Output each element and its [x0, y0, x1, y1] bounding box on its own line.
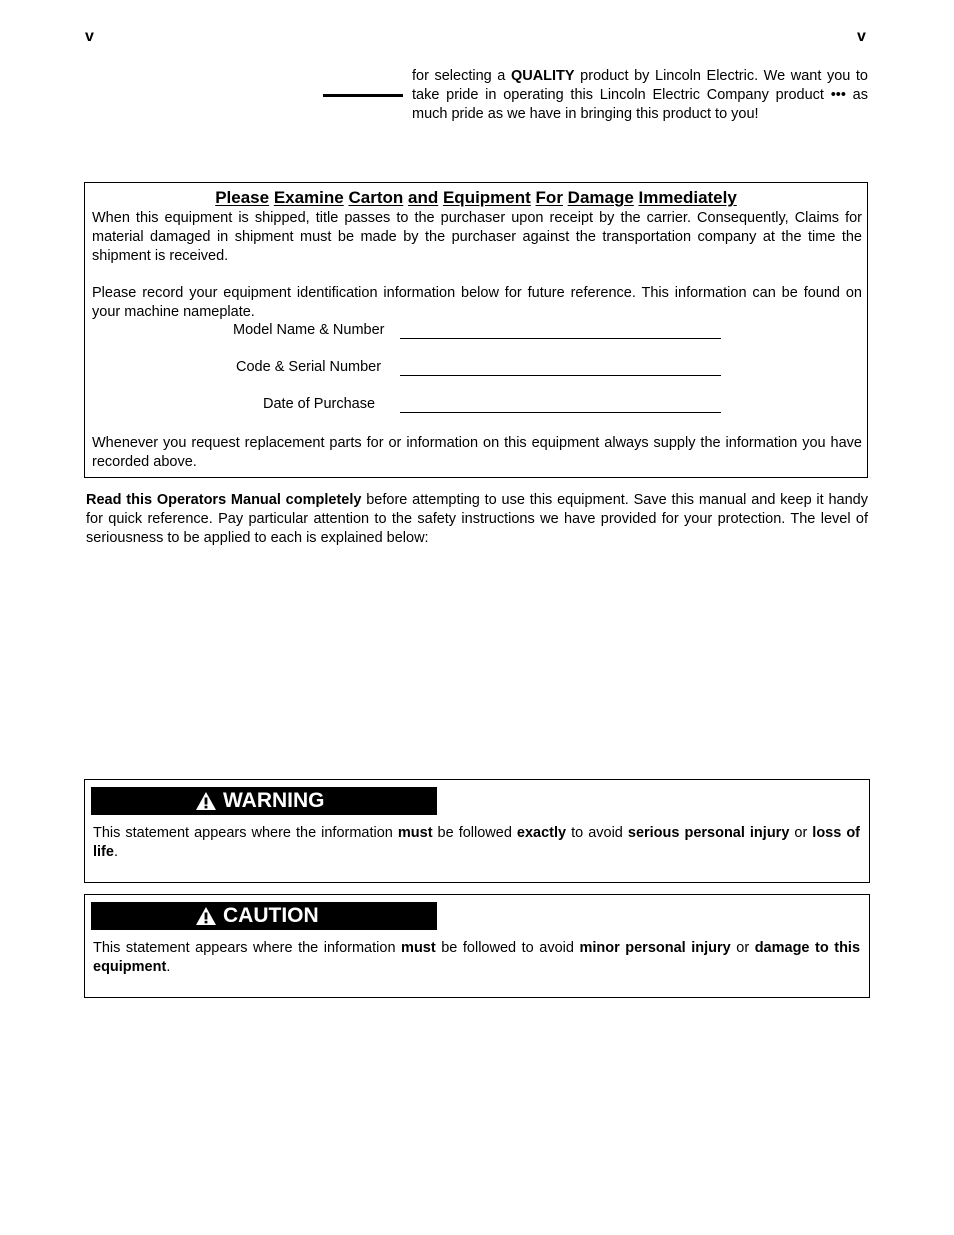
- thanks-rule: [323, 94, 403, 97]
- caution-label: CAUTION: [223, 904, 319, 927]
- warning-bold-part: exactly: [516, 825, 567, 841]
- caution-bold-part: damage to this equipment: [93, 940, 861, 975]
- warning-bold-part: must: [397, 825, 433, 841]
- warning-box: [84, 779, 870, 883]
- caution-text-part: This statement appears where the information: [93, 940, 402, 956]
- title-word: and: [408, 188, 439, 207]
- title-word: Equipment: [442, 188, 531, 207]
- examine-title: [85, 188, 867, 208]
- read-manual-bold: Read this Operators Manual completely: [86, 492, 362, 508]
- examine-equipment-box: [84, 182, 868, 478]
- warning-text: [93, 824, 860, 862]
- warning-text-part: or: [789, 825, 813, 841]
- warning-text-part: to avoid: [566, 825, 628, 841]
- warning-triangle-icon: [195, 906, 217, 926]
- serial-field: [85, 359, 869, 379]
- serial-blank-line[interactable]: [400, 375, 721, 376]
- warning-banner: [91, 787, 437, 815]
- thanks-post: product by Lincoln Electric. We want you to take pride in operating this Lincoln Electric Company product ••• as much pride as we have in bringing this product to you!: [412, 68, 868, 122]
- title-word: Damage: [567, 188, 634, 207]
- caution-box: [84, 894, 870, 998]
- warning-text-part: be followed: [432, 825, 517, 841]
- warning-label: WARNING: [223, 789, 325, 812]
- caution-text-part: or: [730, 940, 755, 956]
- warning-text-part: .: [113, 844, 118, 860]
- record-info-paragraph: Please record your equipment identification information below for future reference. This information can be found on your machine nameplate.: [92, 285, 862, 320]
- title-word: Examine: [273, 188, 344, 207]
- title-word: Carton: [348, 188, 404, 207]
- caution-text-part: be followed to avoid: [435, 940, 580, 956]
- page-number-right: v: [857, 28, 866, 45]
- purchase-date-blank-line[interactable]: [400, 412, 721, 413]
- thank-you-text: [412, 67, 868, 124]
- model-field: [85, 322, 869, 342]
- shipping-claims-paragraph: When this equipment is shipped, title passes to the purchaser upon receipt by the carrier. Consequently, Claims for material damaged in shipment must be made by the purchaser against the transportation company at the time the shipment is received.: [92, 210, 862, 264]
- purchase-date-field: [85, 396, 869, 416]
- serial-label: Code & Serial Number: [236, 359, 382, 375]
- caution-text: [93, 939, 860, 977]
- read-manual-paragraph: [86, 491, 868, 548]
- title-word: Immediately: [638, 188, 737, 207]
- caution-banner: [91, 902, 437, 930]
- caution-text-part: .: [166, 959, 171, 975]
- caution-bold-part: must: [401, 940, 436, 956]
- caution-bold-part: minor personal injury: [579, 940, 731, 956]
- title-word: For: [535, 188, 563, 207]
- purchase-date-label: Date of Purchase: [263, 396, 376, 412]
- warning-triangle-icon: [195, 791, 217, 811]
- model-blank-line[interactable]: [400, 338, 721, 339]
- warning-bold-part: loss of life: [93, 825, 861, 860]
- thanks-quality: QUALITY: [510, 68, 575, 84]
- page-number-left: v: [85, 28, 94, 45]
- read-manual-rest: before attempting to use this equipment. Save this manual and keep it handy for quick reference. Pay particular attention to the safety instructions we have provided for your protection. The level of seriousness to be applied to each is explained below:: [86, 492, 868, 546]
- warning-bold-part: serious personal injury: [627, 825, 790, 841]
- title-word: Please: [215, 188, 270, 207]
- model-label: Model Name & Number: [233, 322, 385, 338]
- replacement-parts-paragraph: Whenever you request replacement parts for or information on this equipment always supply the information you have recorded above.: [92, 435, 862, 470]
- warning-text-part: This statement appears where the information: [93, 825, 398, 841]
- thanks-pre: for selecting a: [412, 68, 511, 84]
